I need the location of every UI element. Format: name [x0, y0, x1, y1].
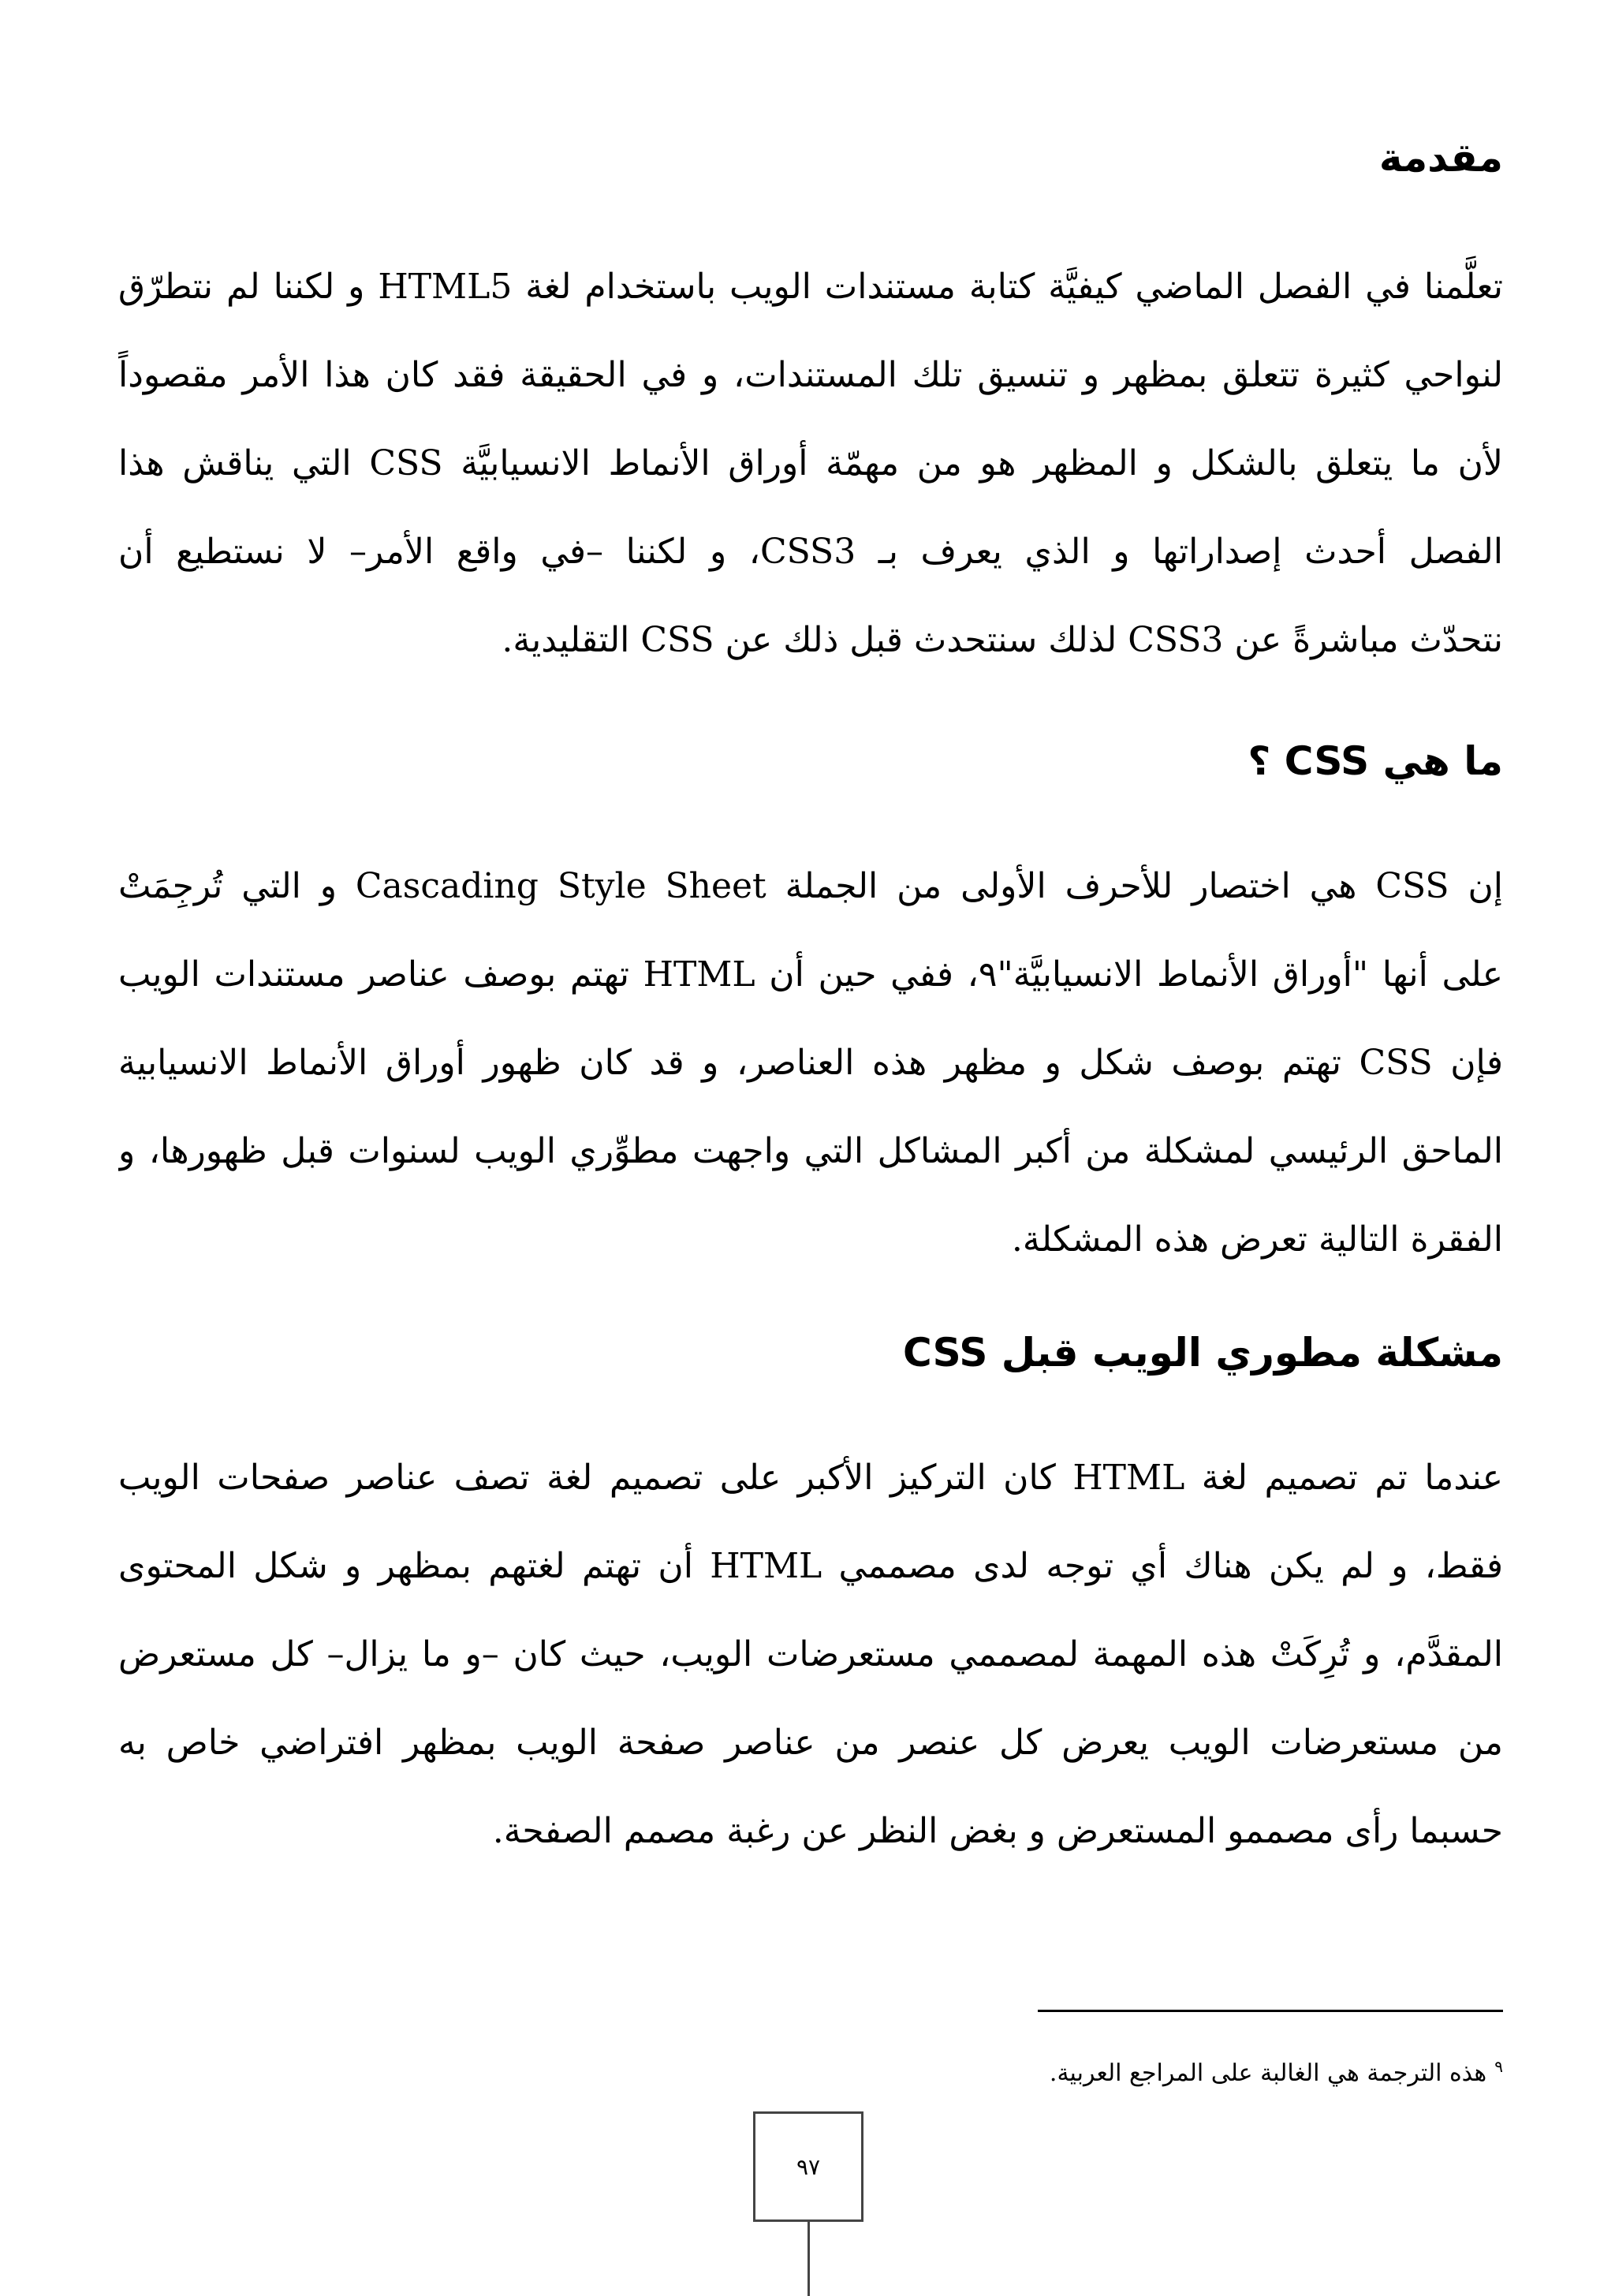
text-line: فقط، و لم يكن هناك أي توجه لدى مصممي HTML أن تهتم لغتهم بمظهر و شكل المحتوى — [118, 1546, 1503, 1586]
section-heading-web-dev-problem: مشكلة مطوري الويب قبل CSS — [902, 1330, 1503, 1376]
text-line: فإن CSS تهتم بوصف شكل و مظهر هذه العناصر، و قد كان ظهور أوراق الأنماط الانسيابية — [118, 1043, 1503, 1083]
footnote — [1050, 2051, 1503, 2089]
page-number-stem — [808, 2222, 810, 2296]
footnote-separator — [1038, 2010, 1503, 2012]
text-line: إن CSS هي اختصار للأحرف الأولى من الجملة Cascading Style Sheet و التي تُرجِمَتْ — [118, 866, 1503, 906]
page-number: ٩٧ — [796, 2153, 821, 2180]
text-line: المقدَّم، و تُرِكَتْ هذه المهمة لمصممي مستعرضات الويب، حيث كان –و ما يزال– كل مستعرض — [118, 1634, 1503, 1674]
footnote-marker: ٩ — [1494, 2057, 1503, 2076]
section-heading-what-is-css: ما هي CSS ؟ — [1248, 738, 1503, 784]
text-line: الفصل أحدث إصداراتها و الذي يعرف بـ CSS3، و لكننا –في واقع الأمر– لا نستطيع أن — [118, 532, 1503, 572]
text-line: الماحق الرئيسي لمشكلة من أكبر المشاكل التي واجهت مطوِّري الويب لسنوات قبل ظهورها، و — [118, 1131, 1503, 1171]
footnote-text: هذه الترجمة هي الغالبة على المراجع العربية. — [1049, 2059, 1487, 2087]
main-content — [118, 0, 1503, 1972]
text-line: لأن ما يتعلق بالشكل و المظهر هو من مهمّة أوراق الأنماط الانسيابيَّة CSS التي يناقش هذا — [118, 443, 1503, 483]
text-line: لنواحي كثيرة تتعلق بمظهر و تنسيق تلك المستندات، و في الحقيقة فقد كان هذا الأمر مقصوداً — [118, 355, 1503, 395]
text-line: نتحدّث مباشرةً عن CSS3 لذلك سنتحدث قبل ذلك عن CSS التقليدية. — [502, 620, 1503, 660]
text-line: حسبما رأى مصممو المستعرض و بغض النظر عن رغبة مصمم الصفحة. — [492, 1811, 1503, 1851]
paragraph-web-dev-problem — [118, 1434, 1503, 1876]
text-line: على أنها "أوراق الأنماط الانسيابيَّة"٩، ففي حين أن HTML تهتم بوصف عناصر مستندات الويب — [118, 954, 1503, 995]
paragraph-intro — [118, 243, 1503, 685]
paragraph-what-is-css — [118, 842, 1503, 1284]
text-line: عندما تم تصميم لغة HTML كان التركيز الأكبر على تصميم لغة تصف عناصر صفحات الويب — [118, 1458, 1503, 1498]
text-line: الفقرة التالية تعرض هذه المشكلة. — [1011, 1219, 1503, 1260]
section-heading-intro: مقدمة — [1378, 135, 1503, 181]
text-line: تعلَّمنا في الفصل الماضي كيفيَّة كتابة مستندات الويب باستخدام لغة HTML5 و لكننا لم نتطرّق — [118, 267, 1503, 307]
page-number-box — [753, 2111, 863, 2222]
text-line: من مستعرضات الويب يعرض كل عنصر من عناصر صفحة الويب بمظهر افتراضي خاص به — [118, 1723, 1503, 1763]
